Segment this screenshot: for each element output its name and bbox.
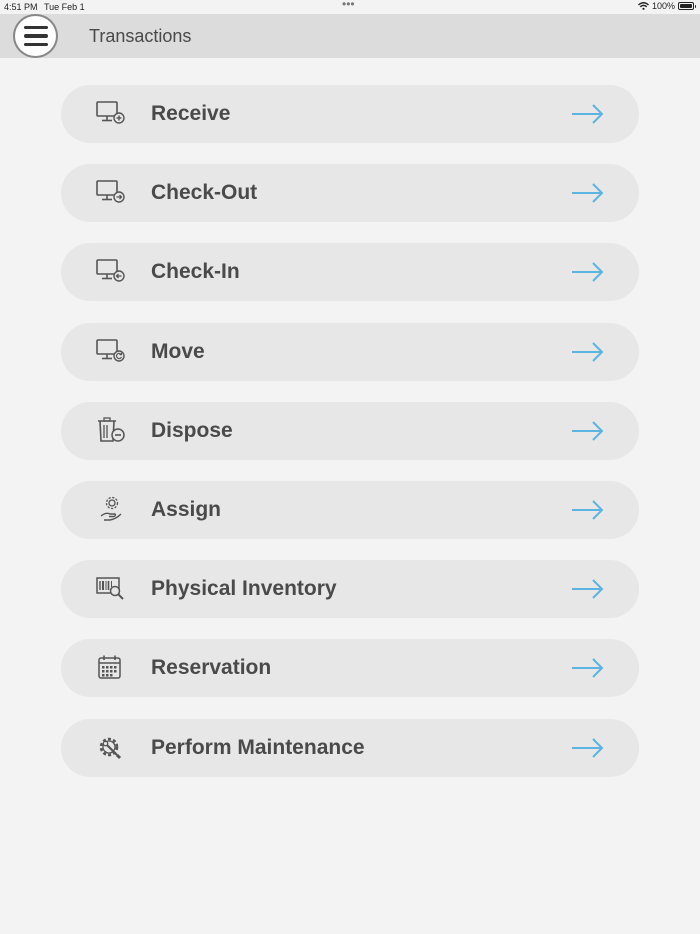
arrow-right-icon xyxy=(571,736,605,760)
transaction-receive[interactable] xyxy=(61,85,639,143)
transaction-physical-inventory[interactable] xyxy=(61,560,639,618)
transaction-perform-maintenance[interactable] xyxy=(61,719,639,777)
transaction-label: Dispose xyxy=(151,418,233,442)
battery-percent: 100% xyxy=(651,1,675,11)
transaction-dispose[interactable] xyxy=(61,402,639,460)
gear-wrench-icon xyxy=(96,734,126,762)
arrow-right-icon xyxy=(571,656,605,680)
transaction-label: Perform Maintenance xyxy=(151,735,365,759)
barcode-search-icon xyxy=(96,575,126,603)
arrow-right-icon xyxy=(571,340,605,364)
trash-minus-icon xyxy=(96,417,126,445)
calendar-icon xyxy=(96,654,126,682)
arrow-right-icon xyxy=(571,102,605,126)
transaction-check-in[interactable] xyxy=(61,243,639,301)
transaction-label: Receive xyxy=(151,102,231,125)
transaction-check-out[interactable] xyxy=(61,164,639,222)
page-title: Transactions xyxy=(89,26,192,46)
multitasking-dots[interactable]: ••• xyxy=(342,0,355,11)
arrow-right-icon xyxy=(571,181,605,205)
monitor-arrow-in-icon xyxy=(96,258,126,286)
transaction-label: Move xyxy=(151,339,205,363)
wifi-icon xyxy=(638,2,649,10)
transaction-move[interactable] xyxy=(61,323,639,381)
hamburger-menu-icon[interactable] xyxy=(13,14,58,58)
arrow-right-icon xyxy=(571,577,605,601)
transaction-label: Check-In xyxy=(151,260,240,284)
arrow-right-icon xyxy=(571,498,605,522)
transactions-list xyxy=(61,85,639,798)
app-header xyxy=(0,14,700,58)
battery-icon xyxy=(678,2,694,10)
status-time: 4:51 PM xyxy=(4,2,38,12)
monitor-plus-icon xyxy=(96,100,126,128)
transaction-label: Check-Out xyxy=(151,181,258,205)
monitor-arrow-out-icon xyxy=(96,179,126,207)
arrow-right-icon xyxy=(571,260,605,284)
transaction-reservation[interactable] xyxy=(61,639,639,697)
arrow-right-icon xyxy=(571,419,605,443)
monitor-refresh-icon xyxy=(96,338,126,366)
hand-gear-icon xyxy=(96,496,126,524)
status-indicators xyxy=(638,1,694,11)
transaction-label: Physical Inventory xyxy=(151,577,337,601)
transaction-label: Reservation xyxy=(151,656,272,680)
status-date: Tue Feb 1 xyxy=(44,2,85,12)
transaction-label: Assign xyxy=(151,497,222,521)
transaction-assign[interactable] xyxy=(61,481,639,539)
status-bar xyxy=(0,0,700,14)
